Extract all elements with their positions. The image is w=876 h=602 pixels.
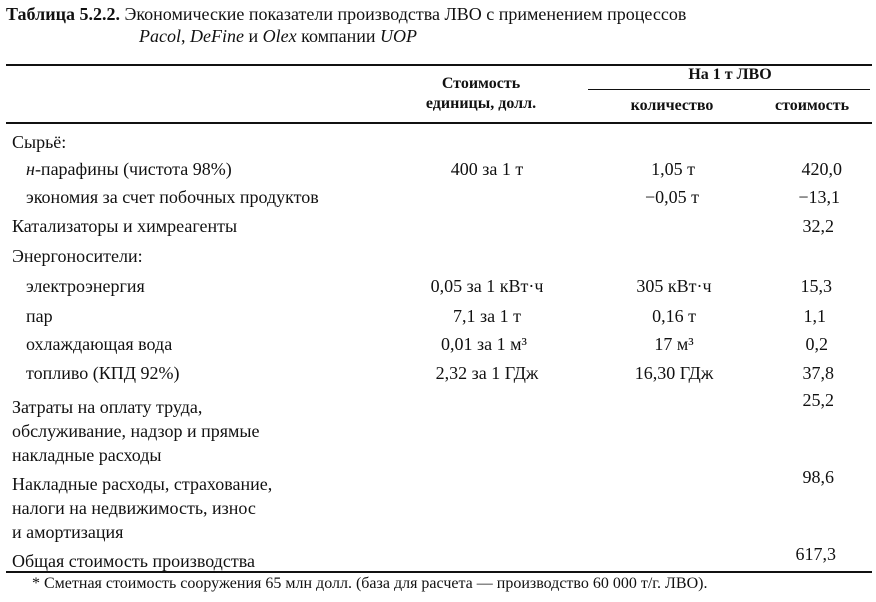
row-cost: 617,3 — [795, 544, 836, 564]
row-cost: −13,1 — [798, 187, 840, 207]
table-row — [0, 244, 876, 272]
caption-process-olex: Olex — [262, 26, 297, 46]
row-cost: 420,0 — [801, 159, 842, 179]
row-label: Сырьё: — [12, 132, 67, 152]
row-cost: 0,2 — [805, 334, 828, 354]
per-ton-underline — [588, 89, 870, 90]
table-footnote: * Сметная стоимость сооружения 65 млн долл. (база для расчета — производство 60 000 т/г. ЛВО). — [32, 575, 708, 592]
row-label: Энергоносители: — [12, 246, 143, 266]
row-label — [26, 157, 232, 181]
row-cost: 37,8 — [802, 363, 834, 383]
row-cost: 1,1 — [803, 306, 826, 326]
row-quantity: 305 кВт·ч — [636, 276, 712, 296]
table-bottom-rule — [6, 571, 872, 573]
header-per-ton: На 1 т ЛВО — [688, 66, 772, 83]
table-row — [0, 274, 876, 302]
caption-title-line2 — [139, 25, 417, 47]
row-label-line: Затраты на оплату труда, — [12, 397, 203, 417]
row-quantity: 0,16 т — [652, 306, 696, 326]
caption-process-pacol: Pacol — [139, 26, 181, 46]
table-row — [0, 185, 876, 213]
table-row — [0, 332, 876, 360]
row-label: электроэнергия — [26, 276, 145, 296]
row-label: охлаждающая вода — [26, 334, 173, 354]
caption-title-line1: Экономические показатели производства ЛВО с применением процессов — [124, 4, 687, 24]
caption-process-define: DeFine — [190, 26, 244, 46]
row-unit-cost: 400 за 1 т — [450, 159, 524, 179]
table-row — [0, 157, 876, 185]
row-label-line: накладные расходы — [12, 445, 162, 465]
row-label-line: Накладные расходы, страхование, — [12, 474, 273, 494]
row-label: Катализаторы и химреагенты — [12, 216, 238, 236]
table-row — [0, 214, 876, 242]
caption-sep: компании — [296, 26, 381, 46]
table-row — [0, 361, 876, 389]
row-unit-cost: 7,1 за 1 т — [453, 306, 521, 326]
row-label-line: обслуживание, надзор и прямые — [12, 421, 260, 441]
header-unit-cost-line1: Стоимость — [441, 75, 521, 92]
row-cost: 98,6 — [802, 467, 834, 487]
caption-sep: , — [181, 26, 190, 46]
caption-company-uop: UOP — [380, 26, 418, 46]
row-label: пар — [26, 306, 53, 326]
row-quantity: 16,30 ГДж — [634, 363, 714, 383]
row-label-prefix: н — [26, 159, 35, 179]
header-quantity: количество — [630, 97, 714, 114]
row-label-line: налоги на недвижимость, износ — [12, 498, 256, 518]
row-quantity: 17 м³ — [654, 334, 694, 354]
table-caption — [6, 3, 687, 46]
row-label-line: Общая стоимость производства — [12, 551, 255, 571]
row-cost: 32,2 — [802, 216, 834, 236]
row-unit-cost: 0,05 за 1 кВт·ч — [430, 276, 544, 296]
header-unit-cost-line2: единицы, долл. — [425, 95, 537, 112]
row-label-line: и амортизация — [12, 522, 124, 542]
row-unit-cost: 2,32 за 1 ГДж — [435, 363, 539, 383]
row-label: экономия за счет побочных продуктов — [26, 187, 319, 207]
row-quantity: −0,05 т — [644, 187, 700, 207]
row-cost: 25,2 — [802, 390, 834, 410]
table-number: Таблица 5.2.2. — [6, 4, 120, 24]
row-quantity: 1,05 т — [651, 159, 695, 179]
row-label-text: -парафины (чистота 98%) — [34, 159, 232, 179]
table-row — [0, 130, 876, 158]
row-unit-cost: 0,01 за 1 м³ — [441, 334, 527, 354]
row-cost: 15,3 — [800, 276, 832, 296]
header-bottom-rule — [6, 122, 872, 124]
caption-sep: и — [243, 26, 263, 46]
row-label: топливо (КПД 92%) — [26, 363, 180, 383]
table-row — [0, 304, 876, 332]
header-cost: стоимость — [774, 97, 850, 114]
